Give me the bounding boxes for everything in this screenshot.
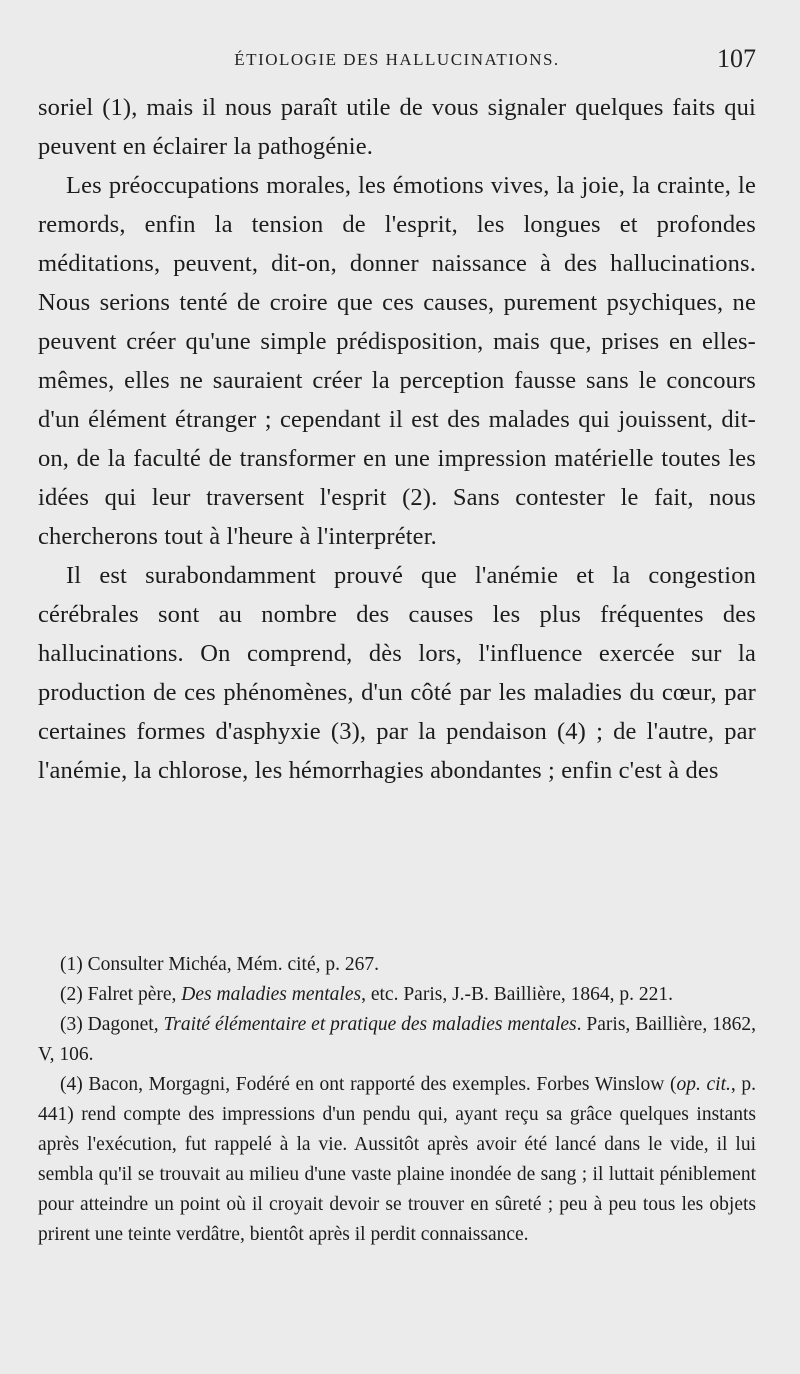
footnotes <box>38 950 756 1250</box>
paragraph-moral-causes: Les préoccupations morales, les émotions vives, la joie, la crainte, le remords, enfin la tension de l'esprit, les longues et profondes méditations, peuvent, dit-on, donner naissance à des hallucinations. Nous serions tenté de croire que ces causes, purement psychiques, ne peuvent créer qu'une simple prédisposition, mais que, prises en elles-mêmes, elles ne sauraient créer la perception fausse sans le concours d'un élément étranger ; cependant il est des malades qui jouissent, dit-on, de la faculté de transformer en une impression matérielle toutes les idées qui leur traversent l'esprit (2). Sans contester le fait, nous chercherons tout à l'heure à l'interpréter. <box>38 172 756 550</box>
page-number: 107 <box>717 44 756 73</box>
paragraph-continued: soriel (1), mais il nous paraît utile de vous signaler quelques faits qui peuvent en éclairer la pathogénie. <box>38 94 756 160</box>
footnote-3 <box>38 1010 756 1070</box>
footnote-4 <box>38 1070 756 1250</box>
footnote-4-prefix: (4) Bacon, Morgagni, Fodéré en ont rapporté des exemples. Forbes Winslow ( <box>60 1074 677 1095</box>
running-head: ÉTIOLOGIE DES HALLUCINATIONS. <box>234 50 560 69</box>
paragraph-anemia-congestion: Il est surabondamment prouvé que l'anémie et la congestion cérébrales sont au nombre des causes les plus fréquentes des hallucinations. On comprend, dès lors, l'influence exercée sur la production de ces phénomènes, d'un côté par les maladies du cœur, par certaines formes d'asphyxie (3), par la pendaison (4) ; de l'autre, par l'anémie, la chlorose, les hémorrhagies abondantes ; enfin c'est à des <box>38 562 756 784</box>
footnote-1-text: (1) Consulter Michéa, Mém. cité, p. 267. <box>60 954 379 975</box>
main-text <box>38 88 756 790</box>
footnote-2-suffix: , etc. Paris, J.-B. Baillière, 1864, p. 221. <box>361 984 674 1005</box>
footnote-4-citation: op. cit. <box>676 1074 731 1095</box>
footnote-2 <box>38 980 756 1010</box>
footnote-3-prefix: (3) Dagonet, <box>60 1014 164 1035</box>
footnote-1 <box>38 950 756 980</box>
footnote-3-suffix: . Paris, Baillière, 1862, V, 106. <box>38 1014 756 1065</box>
page-header <box>38 44 756 84</box>
footnote-2-title: Des maladies mentales <box>181 984 362 1005</box>
footnote-2-prefix: (2) Falret père, <box>60 984 182 1005</box>
footnote-3-title: Traité élémentaire et pratique des maladies mentales <box>163 1014 577 1035</box>
footnote-4-suffix: , p. 441) rend compte des impressions d'un pendu qui, ayant reçu sa grâce quelques instants après l'exécution, fut rappelé à la vie. Aussitôt après avoir été lancé dans le vide, il lui sembla qu'il se trouvait au milieu d'une vaste plaine inondée de sang ; il luttait péniblement pour atteindre un point où il croyait devoir se trouver en sûreté ; peu à peu tous les objets prirent une teinte verdâtre, bientôt après il perdit connaissance. <box>38 1074 757 1245</box>
